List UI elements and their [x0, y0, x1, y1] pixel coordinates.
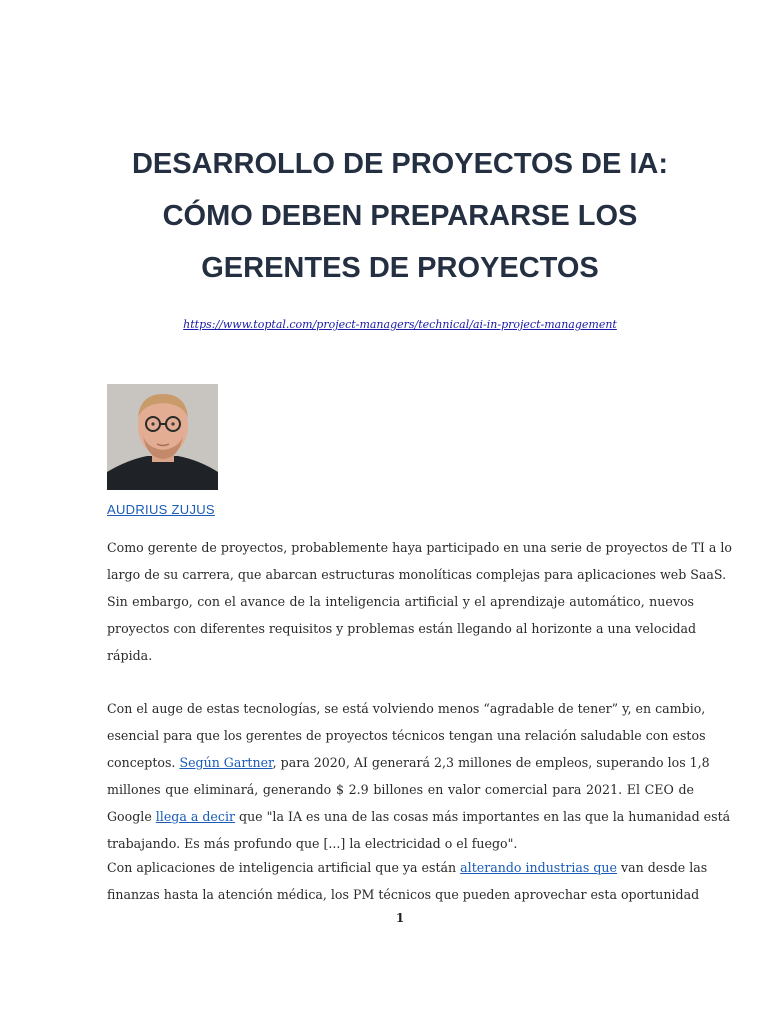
paragraph-1 — [107, 534, 732, 669]
gartner-link[interactable]: Según Gartner — [179, 755, 273, 770]
text-line: millones que eliminará, generando $ 2.9 billones en valor comercial para 2021. El CEO de — [107, 782, 694, 797]
text-line: proyectos con diferentes requisitos y problemas están llegando al horizonte a una velocidad — [107, 621, 697, 636]
text-line — [107, 749, 710, 776]
text-segment: que "la IA es una de las cosas más importantes en las que la humanidad está — [235, 809, 731, 824]
document-title — [96, 138, 704, 294]
text-line: rápida. — [107, 648, 153, 663]
text-segment: , para 2020, AI generará 2,3 millones de empleos, superando los 1,8 — [272, 755, 710, 770]
text-segment: Google — [107, 809, 156, 824]
source-url-link[interactable]: https://www.toptal.com/project-managers/technical/ai-in-project-management — [183, 318, 617, 331]
title-line: GERENTES DE PROYECTOS — [201, 252, 599, 284]
text-line: trabajando. Es más profundo que [...] la electricidad o el fuego". — [107, 836, 518, 851]
paragraph-3 — [107, 854, 708, 908]
title-line: DESARROLLO DE PROYECTOS DE IA: — [131, 148, 669, 180]
text-line: Con el auge de estas tecnologías, se está volviendo menos “agradable de tener” y, en cambio, — [107, 701, 706, 716]
text-line: Como gerente de proyectos, probablemente haya participado en una serie de proyectos de TI a lo — [107, 540, 732, 555]
text-segment: Con aplicaciones de inteligencia artificial que ya están — [107, 860, 461, 875]
paragraph-2 — [107, 695, 731, 857]
text-line — [107, 803, 731, 830]
text-line: largo de su carrera, que abarcan estructuras monolíticas complejas para aplicaciones web SaaS. — [107, 567, 727, 582]
llega-a-decir-link[interactable]: llega a decir — [155, 809, 235, 824]
text-line: esencial para que los gerentes de proyectos técnicos tengan una relación saludable con estos — [107, 728, 706, 743]
page-number: 1 — [395, 911, 405, 925]
text-segment: conceptos. — [107, 755, 180, 770]
alterando-industrias-link[interactable]: alterando industrias que — [460, 860, 617, 875]
text-line: Sin embargo, con el avance de la inteligencia artificial y el aprendizaje automático, nuevos — [107, 594, 694, 609]
author-photo — [107, 384, 218, 490]
text-line — [107, 854, 708, 881]
text-line: finanzas hasta la atención médica, los PM técnicos que pueden aprovechar esta oportunidad — [107, 887, 700, 902]
author-link[interactable]: AUDRIUS ZUJUS — [107, 502, 215, 517]
text-segment: van desde las — [616, 860, 708, 875]
title-line: CÓMO DEBEN PREPARARSE LOS — [162, 200, 638, 232]
